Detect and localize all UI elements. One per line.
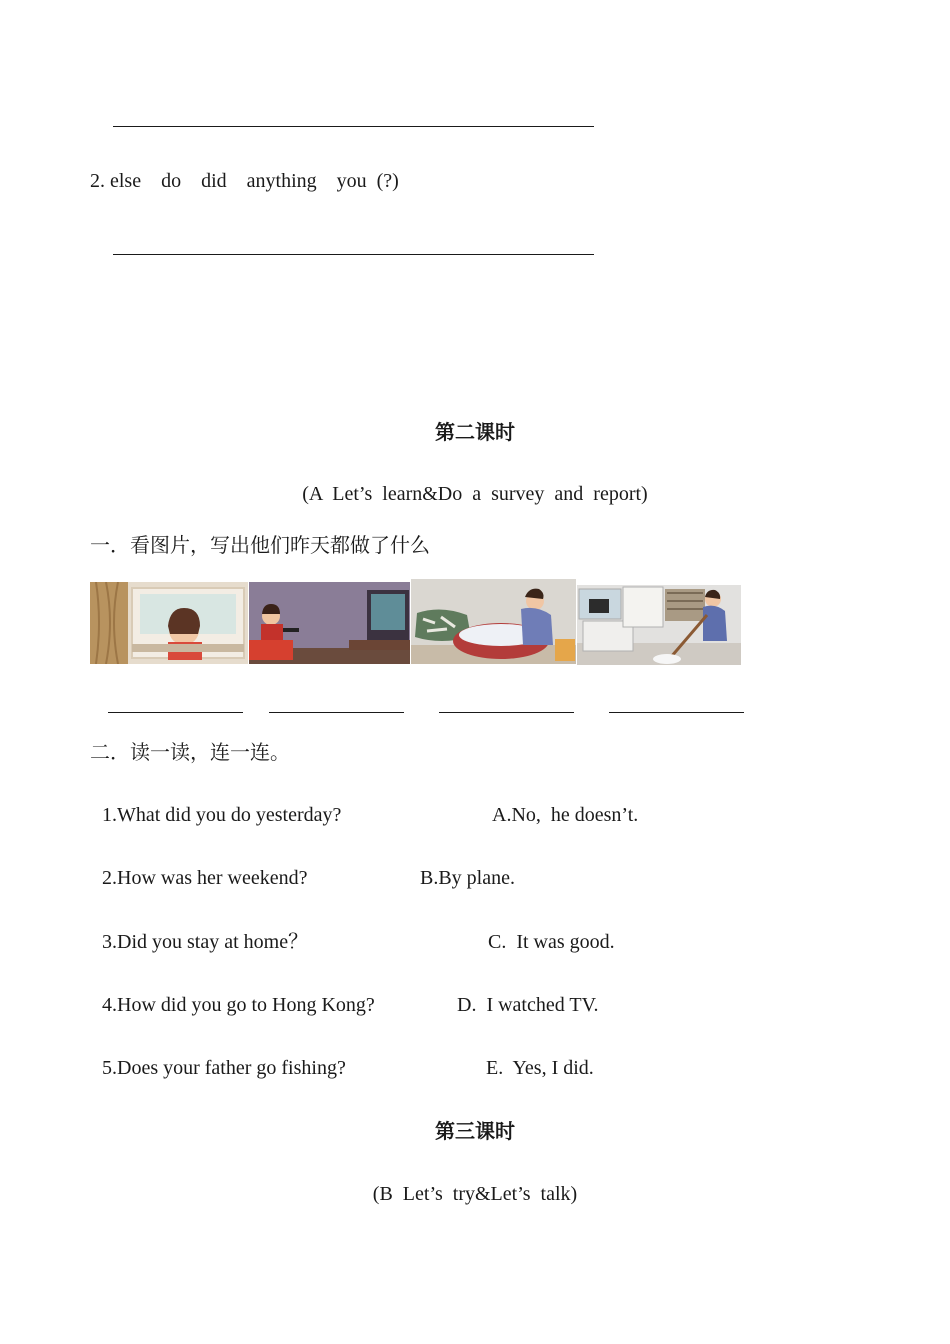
lesson2-subtitle: (A Let’s learn&Do a survey and report) — [302, 483, 648, 505]
answer-line-2[interactable] — [113, 254, 594, 255]
match-question: 1.What did you do yesterday? — [102, 804, 342, 826]
match-question: 3.Did you stay at home？ — [102, 931, 309, 953]
boy-watching-tv-picture — [249, 582, 410, 664]
part2-heading: 二．读一读，连一连。 — [90, 742, 290, 764]
cleaning-room-picture — [577, 585, 741, 665]
match-answer: D. I watched TV. — [457, 994, 599, 1016]
answer-line-1[interactable] — [113, 126, 594, 127]
question-2-words: 2. else do did anything you (?) — [90, 170, 399, 192]
picture-answer-blank[interactable] — [108, 712, 243, 713]
lesson3-title: 第三课时 — [435, 1121, 515, 1143]
match-question: 5.Does your father go fishing? — [102, 1057, 346, 1079]
match-answer: B.By plane. — [420, 867, 515, 889]
match-question: 4.How did you go to Hong Kong? — [102, 994, 375, 1016]
lesson2-title: 第二课时 — [435, 422, 515, 444]
picture-answer-blank[interactable] — [609, 712, 744, 713]
lesson3-subtitle: (B Let’s try&Let’s talk) — [372, 1183, 578, 1205]
picture-answer-blank[interactable] — [439, 712, 574, 713]
match-answer: E. Yes, I did. — [486, 1057, 594, 1079]
picture-answer-blank[interactable] — [269, 712, 404, 713]
washing-clothes-picture — [411, 579, 576, 664]
match-answer: A.No, he doesn’t. — [492, 804, 639, 826]
part1-heading: 一．看图片，写出他们昨天都做了什么 — [90, 535, 430, 557]
match-answer: C. It was good. — [488, 931, 615, 953]
girl-at-window-picture — [90, 582, 248, 664]
match-question: 2.How was her weekend? — [102, 867, 308, 889]
